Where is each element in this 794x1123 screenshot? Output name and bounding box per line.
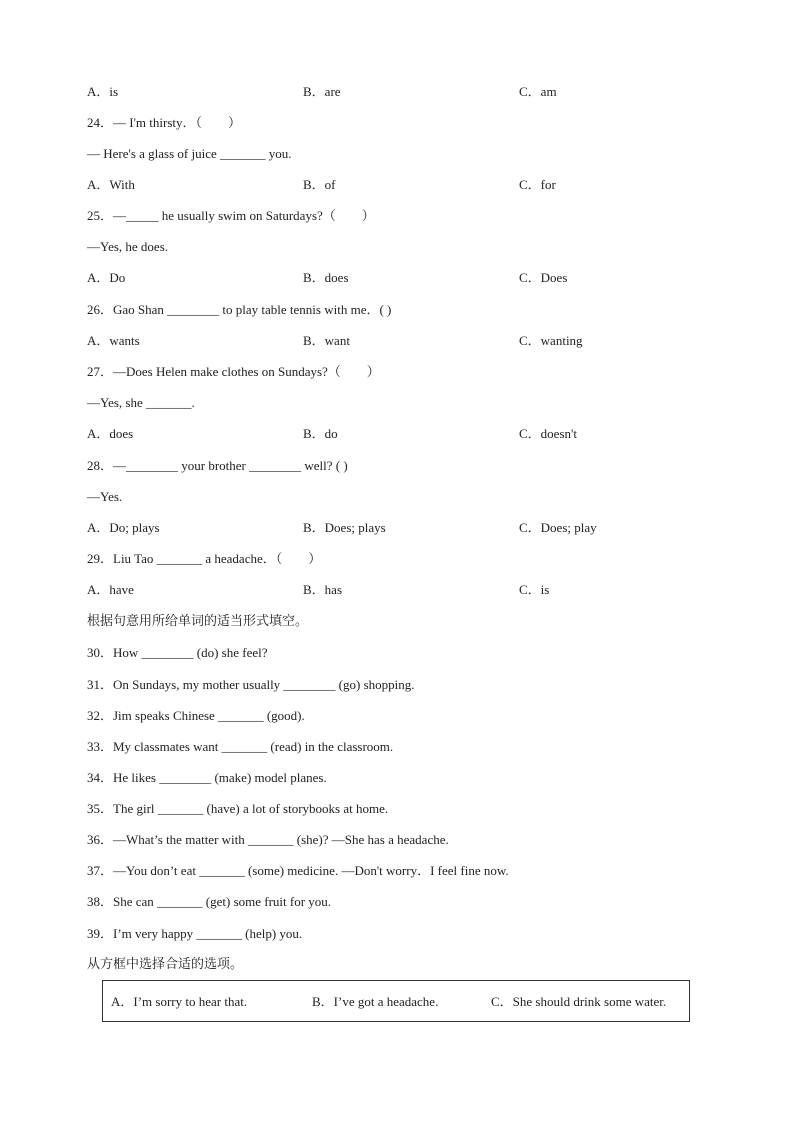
fill-item-36: 36．—What’s the matter with _______ (she)? —She has a headache. bbox=[87, 832, 449, 847]
fill-item-39: 39．I’m very happy _______ (help) you. bbox=[87, 926, 303, 941]
q29-question: 29．Liu Tao _______ a headache．（ ） bbox=[87, 551, 322, 566]
q27-option-a: A．does bbox=[87, 426, 134, 441]
q28-option-a: A．Do; plays bbox=[87, 520, 160, 535]
fill-item-32: 32．Jim speaks Chinese _______ (good). bbox=[87, 708, 305, 723]
q26-option-c: C．wanting bbox=[519, 333, 583, 348]
box-option-a: A．I’m sorry to hear that. bbox=[111, 994, 248, 1009]
q29-option-a: A．have bbox=[87, 582, 134, 597]
q26-option-a: A．wants bbox=[87, 333, 140, 348]
fill-item-37: 37．—You don’t eat _______ (some) medicine. —Don't worry．I feel fine now. bbox=[87, 863, 509, 878]
fill-item-33: 33．My classmates want _______ (read) in the classroom. bbox=[87, 739, 394, 754]
fill-item-31: 31．On Sundays, my mother usually ________ (go) shopping. bbox=[87, 677, 415, 692]
q25-option-c: C．Does bbox=[519, 270, 568, 285]
q26-question: 26．Gao Shan ________ to play table tennis with me．( ) bbox=[87, 302, 392, 317]
q29-option-c: C．is bbox=[519, 582, 550, 597]
q28-question: 28．—________ your brother ________ well? ( ) bbox=[87, 458, 348, 473]
q25-option-a: A．Do bbox=[87, 270, 126, 285]
fill-item-38: 38．She can _______ (get) some fruit for you. bbox=[87, 894, 332, 909]
q28-option-b: B．Does; plays bbox=[303, 520, 386, 535]
q25-response: —Yes, he does. bbox=[87, 239, 169, 254]
q27-option-c: C．doesn't bbox=[519, 426, 577, 441]
q28-response: —Yes. bbox=[87, 489, 123, 504]
q24-option-c: C．for bbox=[519, 177, 556, 192]
q25-question: 25．—_____ he usually swim on Saturdays?（ ） bbox=[87, 208, 375, 223]
box-option-b: B．I’ve got a headache. bbox=[312, 994, 439, 1009]
fill-item-30: 30．How ________ (do) she feel? bbox=[87, 645, 268, 660]
q27-question: 27．—Does Helen make clothes on Sundays?（ ） bbox=[87, 364, 380, 379]
box-option-c: C．She should drink some water. bbox=[491, 994, 667, 1009]
q24-option-a: A．With bbox=[87, 177, 135, 192]
q25-option-b: B．does bbox=[303, 270, 349, 285]
fill-item-34: 34．He likes ________ (make) model planes. bbox=[87, 770, 327, 785]
q27-response: —Yes, she _______. bbox=[87, 395, 195, 410]
q29-option-b: B．has bbox=[303, 582, 343, 597]
fill-item-35: 35．The girl _______ (have) a lot of storybooks at home. bbox=[87, 801, 389, 816]
q24-response: — Here's a glass of juice _______ you. bbox=[87, 146, 292, 161]
section-heading-choose-from-box: 从方框中选择合适的选项。 bbox=[87, 957, 244, 972]
q23-option-b: B．are bbox=[303, 84, 341, 99]
q26-option-b: B．want bbox=[303, 333, 350, 348]
options-box bbox=[102, 980, 690, 1022]
q23-option-c: C．am bbox=[519, 84, 557, 99]
section-heading-fill-in: 根据句意用所给单词的适当形式填空。 bbox=[87, 614, 309, 629]
q24-question: 24．— I'm thirsty．（ ） bbox=[87, 115, 242, 130]
q27-option-b: B．do bbox=[303, 426, 338, 441]
q23-option-a: A．is bbox=[87, 84, 119, 99]
q28-option-c: C．Does; play bbox=[519, 520, 597, 535]
q24-option-b: B．of bbox=[303, 177, 336, 192]
